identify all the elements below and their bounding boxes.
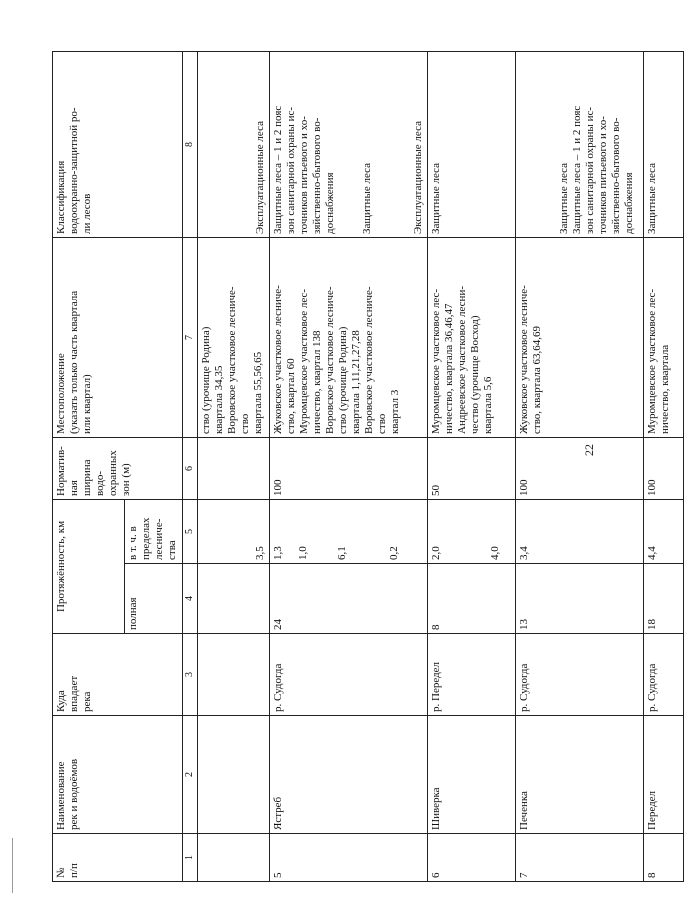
row-num: 7 bbox=[516, 834, 644, 882]
row-flows: р. Передел bbox=[428, 634, 516, 716]
water-protection-table bbox=[52, 51, 684, 882]
row-class: Защитные леса bbox=[428, 52, 516, 238]
col-number: 8 bbox=[183, 52, 198, 238]
col-number: 2 bbox=[183, 716, 198, 834]
row-location: Жуковское участковое лесниче- ство, квартал 60 Муромцевское участковое лес- ничество, квартал 138 Воровское участковое лесниче- ство (урочище Родина) квартала 1,11,21,27,28 Воровское участковое лесниче- ство квартал 3 bbox=[270, 238, 428, 438]
row-location: Муромцевское участковое лес- ничество, квартала bbox=[644, 238, 684, 438]
header-num: № п/п bbox=[53, 834, 183, 882]
header-row-1 bbox=[53, 52, 125, 882]
row-class: Защитные леса Защитные леса – 1 и 2 пояс зон санитарной охраны ис- точников питьевого и хо- зяйственно-бытового во- доснабжения bbox=[516, 52, 644, 238]
col-number: 1 bbox=[183, 834, 198, 882]
row-within-length: 3,4 bbox=[516, 500, 644, 564]
row-within-length: 2,0 4,0 bbox=[428, 500, 516, 564]
header-length-group: Протяжённость, км bbox=[53, 500, 125, 634]
row-name: Шиверка bbox=[428, 716, 516, 834]
row-name: Передел bbox=[644, 716, 684, 834]
row-width: 100 bbox=[270, 438, 428, 500]
table-row bbox=[516, 52, 644, 882]
row-name: Ястреб bbox=[270, 716, 428, 834]
row-full-length: 24 bbox=[270, 564, 428, 634]
col-number: 7 bbox=[183, 238, 198, 438]
row-location: Муромцевское участковое лес- ничество, квартала 36,46,47 Андреевское участковое лесни- чество (урочище Восход) квартала 5,6 bbox=[428, 238, 516, 438]
header-length-full: полная bbox=[125, 564, 183, 634]
row-class: Защитные леса – 1 и 2 пояс зон санитарной охраны ис- точников питьевого и хо- зяйственно-бытового во- доснабжения Защитные леса Эксплуатационные леса bbox=[270, 52, 428, 238]
table-row bbox=[270, 52, 428, 882]
header-flows: Куда впадает река bbox=[53, 634, 183, 716]
table-row bbox=[428, 52, 516, 882]
row-flows: р. Судогда bbox=[644, 634, 684, 716]
row-width: 50 bbox=[428, 438, 516, 500]
header-location: Местоположение (указать только часть квартала или квартал) bbox=[53, 238, 183, 438]
header-width: Норматив- ная ширина водо- охранных зон (м) bbox=[53, 438, 183, 500]
continuation-row bbox=[198, 52, 270, 882]
row-full-length: 13 bbox=[516, 564, 644, 634]
col-number: 6 bbox=[183, 438, 198, 500]
row-location: Жуковское участковое лесниче- ство, квартала 63,64,69 bbox=[516, 238, 644, 438]
col-number: 5 bbox=[183, 500, 198, 564]
continuation-location: ство (урочище Родина) квартала 34,35 Воровское участковое лесниче- ство квартала 55,56,65 bbox=[198, 238, 270, 438]
rotated-table-area bbox=[52, 52, 671, 882]
scan-edge-mark bbox=[12, 838, 13, 893]
row-flows: р. Судогда bbox=[516, 634, 644, 716]
row-num: 6 bbox=[428, 834, 516, 882]
table-row bbox=[644, 52, 684, 882]
page-number: 22 bbox=[582, 444, 596, 456]
row-width: 100 bbox=[516, 438, 644, 500]
row-within-length: 4,4 bbox=[644, 500, 684, 564]
continuation-within: 3,5 bbox=[198, 500, 270, 564]
header-class: Классификация водоохранно-защитной ро- ли лесов bbox=[53, 52, 183, 238]
header-name: Наименование рек и водоёмов bbox=[53, 716, 183, 834]
row-full-length: 18 bbox=[644, 564, 684, 634]
row-name: Печенка bbox=[516, 716, 644, 834]
row-num: 8 bbox=[644, 834, 684, 882]
column-number-row bbox=[183, 52, 198, 882]
col-number: 4 bbox=[183, 564, 198, 634]
row-width: 100 bbox=[644, 438, 684, 500]
header-length-within: в т. ч. в пределах лесниче- ства bbox=[125, 500, 183, 564]
row-full-length: 8 bbox=[428, 564, 516, 634]
row-within-length: 1,3 1,0 6,1 0,2 bbox=[270, 500, 428, 564]
row-flows: р. Судогда bbox=[270, 634, 428, 716]
col-number: 3 bbox=[183, 634, 198, 716]
row-class: Защитные леса bbox=[644, 52, 684, 238]
continuation-class: Эксплуатационные леса bbox=[198, 52, 270, 238]
row-num: 5 bbox=[270, 834, 428, 882]
